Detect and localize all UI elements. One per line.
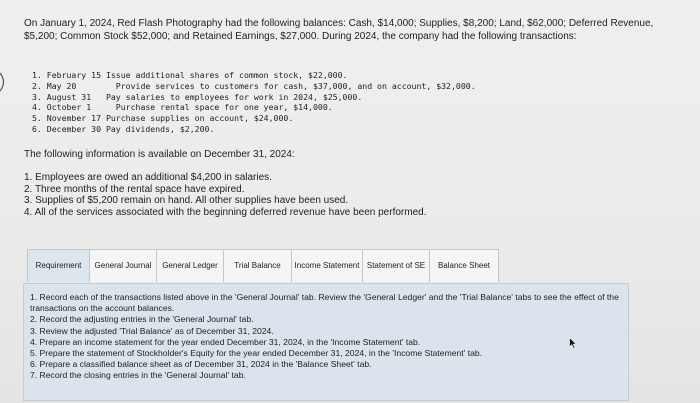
tab-balance-sheet[interactable]: Balance Sheet bbox=[429, 249, 499, 282]
requirement-item: 7. Record the closing entries in the 'General Journal' tab. bbox=[30, 370, 246, 381]
adjustment-info-list bbox=[24, 172, 664, 219]
requirement-item: 6. Prepare a classified balance sheet as of December 31, 2024 in the 'Balance Sheet' tab. bbox=[30, 359, 372, 370]
requirement-item: 1. Record each of the transactions listed above in the 'General Journal' tab. Review the 'General Ledger' and the 'Trial Balance' tabs to see the effect of the transactions on the account balances. bbox=[30, 292, 619, 314]
tab-income-statement[interactable]: Income Statement bbox=[291, 249, 363, 282]
info-item: 3. Supplies of $5,200 remain on hand. All other supplies have been used. bbox=[24, 195, 349, 207]
transaction-item: 2. May 20 Provide services to customers for cash, $37,000, and on account, $32,000. bbox=[32, 80, 476, 91]
tab-general-ledger[interactable]: General Ledger bbox=[156, 249, 224, 282]
edge-arc-mark bbox=[0, 72, 8, 92]
transaction-item: 6. December 30 Pay dividends, $2,200. bbox=[32, 123, 215, 134]
tab-bar bbox=[27, 249, 498, 282]
info-item: 4. All of the services associated with the beginning deferred revenue have been performed. bbox=[24, 207, 427, 219]
tab-trial-balance[interactable]: Trial Balance bbox=[223, 249, 292, 282]
mouse-cursor-icon bbox=[569, 337, 577, 349]
requirement-item: 2. Record the adjusting entries in the 'General Journal' tab. bbox=[30, 314, 254, 325]
requirements-panel bbox=[23, 283, 629, 401]
info-item: 1. Employees are owed an additional $4,200 in salaries. bbox=[24, 172, 272, 183]
problem-intro: On January 1, 2024, Red Flash Photography had the following balances: Cash, $14,000; Supplies, $8,200; Land, $62,000; Deferred Revenue, $5,200; Common Stock $52,000; and Retained Earnings, $27,000. During 2024, the company had the following transactions: bbox=[24, 18, 654, 42]
transaction-item: 5. November 17 Purchase supplies on account, $24,000. bbox=[32, 113, 294, 124]
transactions-list bbox=[32, 70, 632, 135]
requirement-item: 3. Review the adjusted 'Trial Balance' as of December 31, 2024. bbox=[30, 325, 274, 336]
tab-statement-of-se[interactable]: Statement of SE bbox=[362, 249, 430, 282]
requirement-item: 4. Prepare an income statement for the year ended December 31, 2024, in the 'Income Statement' tab. bbox=[30, 336, 421, 347]
transaction-item: 4. October 1 Purchase rental space for one year, $14,000. bbox=[32, 102, 333, 113]
transaction-item: 3. August 31 Pay salaries to employees for work in 2024, $25,000. bbox=[32, 91, 363, 102]
tab-requirement[interactable]: Requirement bbox=[27, 249, 90, 282]
requirement-item: 5. Prepare the statement of Stockholder's Equity for the year ended December 31, 2024, in the 'Income Statement' tab. bbox=[30, 348, 483, 359]
tab-general-journal[interactable]: General Journal bbox=[89, 249, 157, 282]
requirements-list bbox=[30, 292, 626, 382]
info-item: 2. Three months of the rental space have expired. bbox=[24, 183, 245, 195]
transaction-item: 1. February 15 Issue additional shares of common stock, $22,000. bbox=[32, 70, 348, 80]
info-title: The following information is available on December 31, 2024: bbox=[24, 149, 295, 160]
